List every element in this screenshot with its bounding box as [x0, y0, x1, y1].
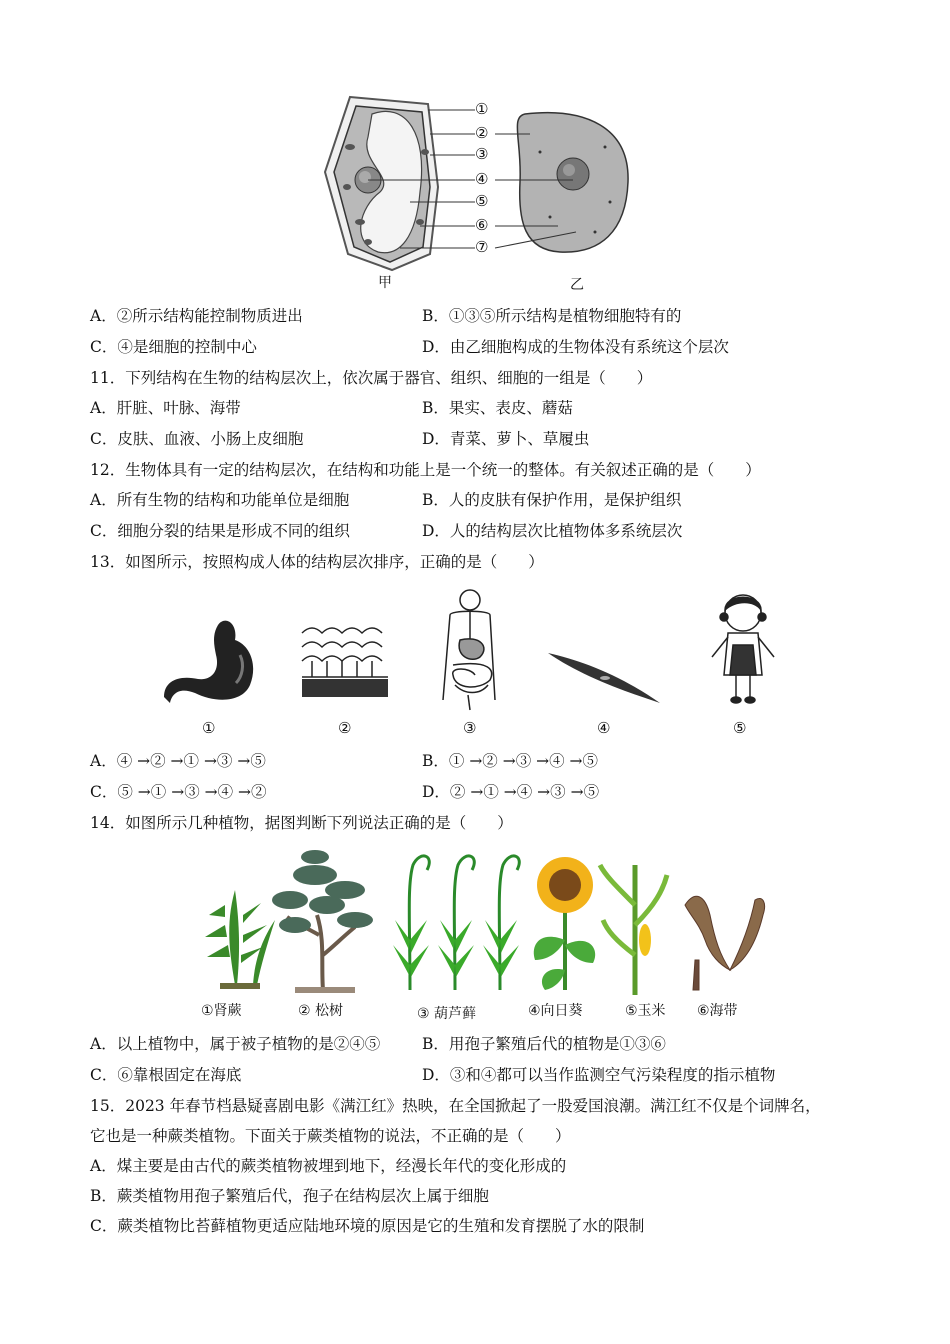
cell-label-6: ⑥: [475, 216, 489, 234]
q14-label-kelp: ⑥海带: [697, 1003, 738, 1019]
q10-option-d: D．由乙细胞构成的生物体没有系统这个层次: [422, 338, 729, 356]
q14-figure: [195, 845, 775, 1025]
q14-label-sunflower: ④向日葵: [528, 1003, 583, 1019]
q13-label-4: ④: [597, 719, 611, 737]
q14-option-c: C．⑥靠根固定在海底: [90, 1066, 242, 1084]
q10-option-a: A．②所示结构能控制物质进出: [90, 307, 303, 325]
q13-figure: [150, 585, 800, 745]
q14-option-b: B．用孢子繁殖后代的植物是①③⑥: [422, 1035, 666, 1053]
q10-option-b: B．①③⑤所示结构是植物细胞特有的: [422, 307, 682, 325]
q11-option-d: D．青菜、萝卜、草履虫: [422, 430, 590, 448]
q14-stem: 14．如图所示几种植物，据图判断下列说法正确的是（ ）: [90, 814, 513, 832]
q13-label-2: ②: [338, 719, 352, 737]
q14-label-moss: ③ 葫芦藓: [417, 1006, 477, 1022]
q11-option-a: A．肝脏、叶脉、海带: [90, 399, 241, 417]
q13-stem: 13．如图所示，按照构成人体的结构层次排序，正确的是（ ）: [90, 553, 544, 571]
q13-option-a: A．④ →② →① →③ →⑤: [90, 752, 266, 770]
q15-stem-line2: 它也是一种蕨类植物。下面关于蕨类植物的说法，不正确的是（ ）: [90, 1127, 571, 1145]
q13-label-3: ③: [463, 719, 477, 737]
cell-figure: [320, 92, 640, 292]
q13-option-c: C．⑤ →① →③ →④ →②: [90, 783, 267, 801]
q11-stem: 11．下列结构在生物的结构层次上，依次属于器官、组织、细胞的一组是（ ）: [90, 369, 653, 387]
q12-option-b: B．人的皮肤有保护作用，是保护组织: [422, 491, 682, 509]
cell-label-1: ①: [475, 100, 489, 118]
cell-label-4: ④: [475, 170, 489, 188]
cell-label-7: ⑦: [475, 238, 489, 256]
q12-option-c: C．细胞分裂的结果是形成不同的组织: [90, 522, 350, 540]
cell-label-5: ⑤: [475, 192, 489, 210]
q14-label-fern: ①肾蕨: [201, 1003, 242, 1019]
q13-option-d: D．② →① →④ →③ →⑤: [422, 783, 600, 801]
q15-option-b: B．蕨类植物用孢子繁殖后代，孢子在结构层次上属于细胞: [90, 1187, 489, 1205]
cell-caption-yi: 乙: [570, 277, 584, 293]
q15-option-c: C．蕨类植物比苔藓植物更适应陆地环境的原因是它的生殖和发育摆脱了水的限制: [90, 1217, 645, 1235]
plants-diagram: [195, 845, 775, 1025]
cell-caption-jia: 甲: [378, 275, 392, 291]
q11-option-b: B．果实、表皮、蘑菇: [422, 399, 573, 417]
q13-label-5: ⑤: [733, 719, 747, 737]
q13-label-1: ①: [202, 719, 216, 737]
q10-option-c: C．④是细胞的控制中心: [90, 338, 257, 356]
q14-option-a: A．以上植物中，属于被子植物的是②④⑤: [90, 1035, 381, 1053]
q15-stem-line1: 15．2023 年春节档悬疑喜剧电影《满江红》热映，在全国掀起了一股爱国浪潮。满江红不仅是个词牌名，: [90, 1097, 821, 1115]
q14-label-corn: ⑤玉米: [625, 1003, 666, 1019]
q14-option-d: D．③和④都可以当作监测空气污染程度的指示植物: [422, 1066, 776, 1084]
q13-option-b: B．① →② →③ →④ →⑤: [422, 752, 599, 770]
q12-option-d: D．人的结构层次比植物体多系统层次: [422, 522, 683, 540]
cell-label-2: ②: [475, 124, 489, 142]
q15-option-a: A．煤主要是由古代的蕨类植物被埋到地下，经漫长年代的变化形成的: [90, 1157, 567, 1175]
q12-stem: 12．生物体具有一定的结构层次，在结构和功能上是一个统一的整体。有关叙述正确的是（ ）: [90, 461, 761, 479]
q12-option-a: A．所有生物的结构和功能单位是细胞: [90, 491, 350, 509]
cell-label-3: ③: [475, 145, 489, 163]
q11-option-c: C．皮肤、血液、小肠上皮细胞: [90, 430, 304, 448]
q14-label-pine: ② 松树: [298, 1003, 344, 1019]
